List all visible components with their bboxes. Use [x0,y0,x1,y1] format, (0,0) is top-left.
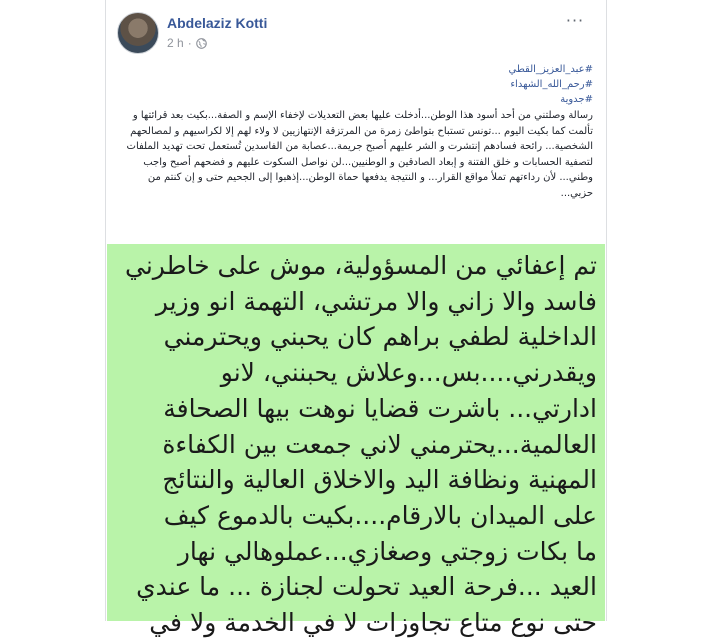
post-text [117,62,593,201]
image-text-line: المهنية ونظافة اليد والاخلاق العالية والنتائج [162,465,597,495]
image-text-line: الداخلية لطفي براهم كان يحبني ويحترمني [163,322,597,352]
meta-separator: · [187,36,192,50]
image-text-line: العيد ...فرحة العيد تحولت لجنازة ... ما عندي [136,572,597,602]
post-timestamp[interactable]: 2 h [167,36,184,50]
facebook-post [105,0,607,638]
hashtag-link[interactable]: #جدوية [560,94,593,105]
post-body-line: الفاسدين تُستعمل تحت تهديد الملفات لتصفية الحسابات و خلق الفتنة و إبعاد الصادقين و الوطنيين...لن نواصل [126,141,593,168]
image-text-line: تم إعفائي من المسؤولية، موش على خاطرني [125,251,597,280]
post-body [117,108,593,201]
globe-icon[interactable] [196,38,207,49]
image-text-line: ما بكات زوجتي وصغازي...عملوهالي نهار [177,536,597,566]
image-text-line: العالمية...يحترمني لاني جمعت بين الكفاءة [162,429,597,459]
post-body-line: لكراسيهم و لمصالحهم الشخصية... رائحة فسادهم إنتشرت و الشر عليهم أصبح جريمة...عصابة من [130,125,593,152]
more-options-icon[interactable]: ··· [565,11,585,30]
post-image[interactable] [107,244,605,638]
post-header [117,12,587,54]
post-body-line: السكوت عليهم و فضحهم أصبح واجب وطني... لأن رداءتهم تملأ مواقع القرار... و النتيجة يدفعها حماة [143,156,593,183]
hashtag-link[interactable]: #رحم_الله_الشهداء [510,79,593,90]
author-name[interactable]: Abdelaziz Kotti [167,15,268,31]
post-body-line: الوطن...إذهبوا إلى الجحيم حتى و إن كنتم من حزبي... [147,172,593,199]
author-avatar[interactable] [117,12,159,54]
image-text-line: ويقدرني....بس...وعلاش يحبنني، لانو [220,358,597,388]
image-text [117,248,597,641]
post-body-line: قرائتها و تألمت كما بكيت اليوم ...تونس تستباح بتواطئ زمرة من المرتزقة الإنتهازيين لا ولاء لهم إلا [132,110,593,137]
image-text-line: ادارتي... باشرت قضايا نوهت بيها الصحافة [163,393,597,423]
image-text-line: حتى نوع متاع تجاوزات لا في الخدمة ولا في [149,608,597,638]
post-body-line: رسالة وصلتني من أحد أسود هذا الوطن...أدخلت عليها بعض التعديلات لإخفاء الإسم و الصفة...بكيت بعد [170,110,593,121]
image-text-line: على الميدان بالارقام....بكيت بالدموع كيف [163,500,597,530]
image-text-line: فاسد والا زاني والا مرتشي، التهمة انو وزير [155,286,597,316]
post-meta [167,36,207,50]
hashtag-link[interactable]: #عبد_العزيز_القطي [508,64,593,75]
